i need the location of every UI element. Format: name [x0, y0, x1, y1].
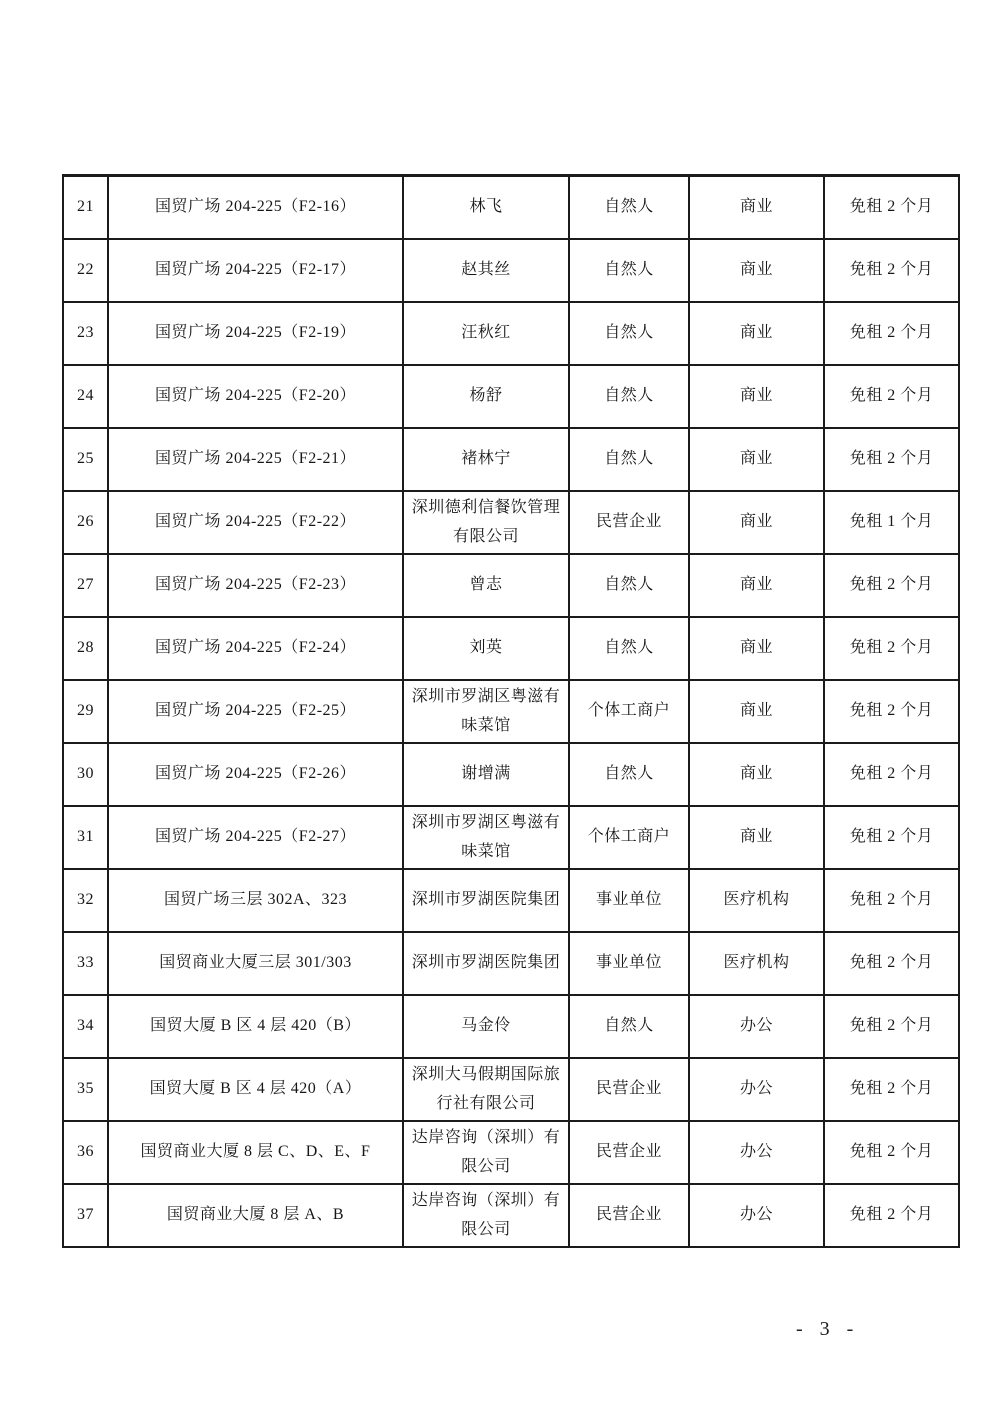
cell-seq: 23: [63, 302, 108, 365]
cell-usage: 商业: [689, 806, 824, 869]
cell-seq: 21: [63, 176, 108, 240]
cell-tenant-type: 自然人: [569, 554, 689, 617]
cell-tenant-type: 个体工商户: [569, 680, 689, 743]
cell-usage: 商业: [689, 491, 824, 554]
cell-relief: 免租 2 个月: [824, 1121, 959, 1184]
cell-seq: 31: [63, 806, 108, 869]
cell-relief: 免租 2 个月: [824, 1184, 959, 1247]
cell-tenant-type: 自然人: [569, 365, 689, 428]
cell-relief: 免租 2 个月: [824, 554, 959, 617]
table-row: [63, 1121, 959, 1184]
cell-tenant: 赵其丝: [403, 239, 569, 302]
cell-seq: 26: [63, 491, 108, 554]
cell-location: 国贸广场 204-225（F2-25）: [108, 680, 403, 743]
cell-usage: 办公: [689, 995, 824, 1058]
cell-tenant-type: 民营企业: [569, 1184, 689, 1247]
cell-location: 国贸广场 204-225（F2-26）: [108, 743, 403, 806]
cell-usage: 商业: [689, 176, 824, 240]
table-row: [63, 617, 959, 680]
cell-tenant: 达岸咨询（深圳）有限公司: [403, 1121, 569, 1184]
cell-location: 国贸广场 204-225（F2-24）: [108, 617, 403, 680]
cell-tenant: 达岸咨询（深圳）有限公司: [403, 1184, 569, 1247]
cell-tenant: 深圳市罗湖区粤滋有味菜馆: [403, 680, 569, 743]
cell-tenant: 深圳市罗湖区粤滋有味菜馆: [403, 806, 569, 869]
cell-seq: 27: [63, 554, 108, 617]
cell-relief: 免租 2 个月: [824, 617, 959, 680]
cell-tenant: 深圳大马假期国际旅行社有限公司: [403, 1058, 569, 1121]
cell-seq: 35: [63, 1058, 108, 1121]
cell-tenant: 褚林宁: [403, 428, 569, 491]
cell-location: 国贸广场 204-225（F2-17）: [108, 239, 403, 302]
cell-relief: 免租 2 个月: [824, 1058, 959, 1121]
cell-usage: 医疗机构: [689, 869, 824, 932]
cell-tenant-type: 事业单位: [569, 869, 689, 932]
page-number: - 3 -: [796, 1318, 860, 1340]
cell-tenant: 深圳德利信餐饮管理有限公司: [403, 491, 569, 554]
rent-relief-table: [62, 174, 960, 1248]
cell-location: 国贸广场 204-225（F2-19）: [108, 302, 403, 365]
cell-seq: 36: [63, 1121, 108, 1184]
cell-relief: 免租 2 个月: [824, 806, 959, 869]
table-row: [63, 176, 959, 240]
table-row: [63, 239, 959, 302]
cell-tenant: 深圳市罗湖医院集团: [403, 932, 569, 995]
table-row: [63, 365, 959, 428]
cell-relief: 免租 2 个月: [824, 932, 959, 995]
cell-seq: 34: [63, 995, 108, 1058]
cell-relief: 免租 2 个月: [824, 302, 959, 365]
table-body: [63, 176, 959, 1248]
cell-tenant: 曾志: [403, 554, 569, 617]
cell-tenant-type: 自然人: [569, 995, 689, 1058]
cell-location: 国贸广场 204-225（F2-27）: [108, 806, 403, 869]
cell-relief: 免租 1 个月: [824, 491, 959, 554]
cell-tenant: 马金伶: [403, 995, 569, 1058]
table-row: [63, 869, 959, 932]
cell-seq: 32: [63, 869, 108, 932]
cell-tenant-type: 自然人: [569, 239, 689, 302]
cell-usage: 商业: [689, 428, 824, 491]
cell-tenant: 深圳市罗湖医院集团: [403, 869, 569, 932]
table-row: [63, 680, 959, 743]
cell-tenant-type: 自然人: [569, 302, 689, 365]
cell-tenant-type: 自然人: [569, 617, 689, 680]
table-row: [63, 428, 959, 491]
cell-tenant-type: 自然人: [569, 743, 689, 806]
cell-seq: 37: [63, 1184, 108, 1247]
table-row: [63, 995, 959, 1058]
cell-usage: 商业: [689, 743, 824, 806]
cell-relief: 免租 2 个月: [824, 869, 959, 932]
cell-tenant-type: 事业单位: [569, 932, 689, 995]
cell-location: 国贸广场三层 302A、323: [108, 869, 403, 932]
cell-usage: 商业: [689, 680, 824, 743]
cell-tenant: 林飞: [403, 176, 569, 240]
cell-seq: 29: [63, 680, 108, 743]
cell-usage: 商业: [689, 239, 824, 302]
cell-relief: 免租 2 个月: [824, 176, 959, 240]
cell-usage: 商业: [689, 617, 824, 680]
cell-tenant-type: 自然人: [569, 428, 689, 491]
cell-tenant: 谢增满: [403, 743, 569, 806]
table-row: [63, 932, 959, 995]
cell-location: 国贸商业大厦 8 层 A、B: [108, 1184, 403, 1247]
cell-seq: 24: [63, 365, 108, 428]
cell-usage: 商业: [689, 554, 824, 617]
table-row: [63, 1184, 959, 1247]
cell-usage: 办公: [689, 1121, 824, 1184]
cell-seq: 33: [63, 932, 108, 995]
cell-tenant: 刘英: [403, 617, 569, 680]
cell-usage: 医疗机构: [689, 932, 824, 995]
cell-tenant: 汪秋红: [403, 302, 569, 365]
cell-usage: 办公: [689, 1184, 824, 1247]
table-row: [63, 1058, 959, 1121]
cell-location: 国贸大厦 B 区 4 层 420（B）: [108, 995, 403, 1058]
cell-relief: 免租 2 个月: [824, 743, 959, 806]
cell-tenant-type: 个体工商户: [569, 806, 689, 869]
cell-tenant: 杨舒: [403, 365, 569, 428]
cell-location: 国贸商业大厦三层 301/303: [108, 932, 403, 995]
cell-relief: 免租 2 个月: [824, 239, 959, 302]
cell-seq: 25: [63, 428, 108, 491]
cell-location: 国贸商业大厦 8 层 C、D、E、F: [108, 1121, 403, 1184]
cell-relief: 免租 2 个月: [824, 680, 959, 743]
table-row: [63, 554, 959, 617]
cell-seq: 28: [63, 617, 108, 680]
cell-relief: 免租 2 个月: [824, 995, 959, 1058]
cell-usage: 商业: [689, 365, 824, 428]
cell-location: 国贸广场 204-225（F2-23）: [108, 554, 403, 617]
cell-location: 国贸大厦 B 区 4 层 420（A）: [108, 1058, 403, 1121]
cell-usage: 商业: [689, 302, 824, 365]
cell-tenant-type: 民营企业: [569, 491, 689, 554]
cell-seq: 22: [63, 239, 108, 302]
table-row: [63, 743, 959, 806]
cell-tenant-type: 民营企业: [569, 1121, 689, 1184]
cell-tenant-type: 自然人: [569, 176, 689, 240]
cell-seq: 30: [63, 743, 108, 806]
table-row: [63, 491, 959, 554]
cell-usage: 办公: [689, 1058, 824, 1121]
cell-location: 国贸广场 204-225（F2-20）: [108, 365, 403, 428]
cell-location: 国贸广场 204-225（F2-22）: [108, 491, 403, 554]
cell-relief: 免租 2 个月: [824, 365, 959, 428]
table-row: [63, 806, 959, 869]
table-row: [63, 302, 959, 365]
cell-location: 国贸广场 204-225（F2-16）: [108, 176, 403, 240]
cell-tenant-type: 民营企业: [569, 1058, 689, 1121]
cell-location: 国贸广场 204-225（F2-21）: [108, 428, 403, 491]
cell-relief: 免租 2 个月: [824, 428, 959, 491]
